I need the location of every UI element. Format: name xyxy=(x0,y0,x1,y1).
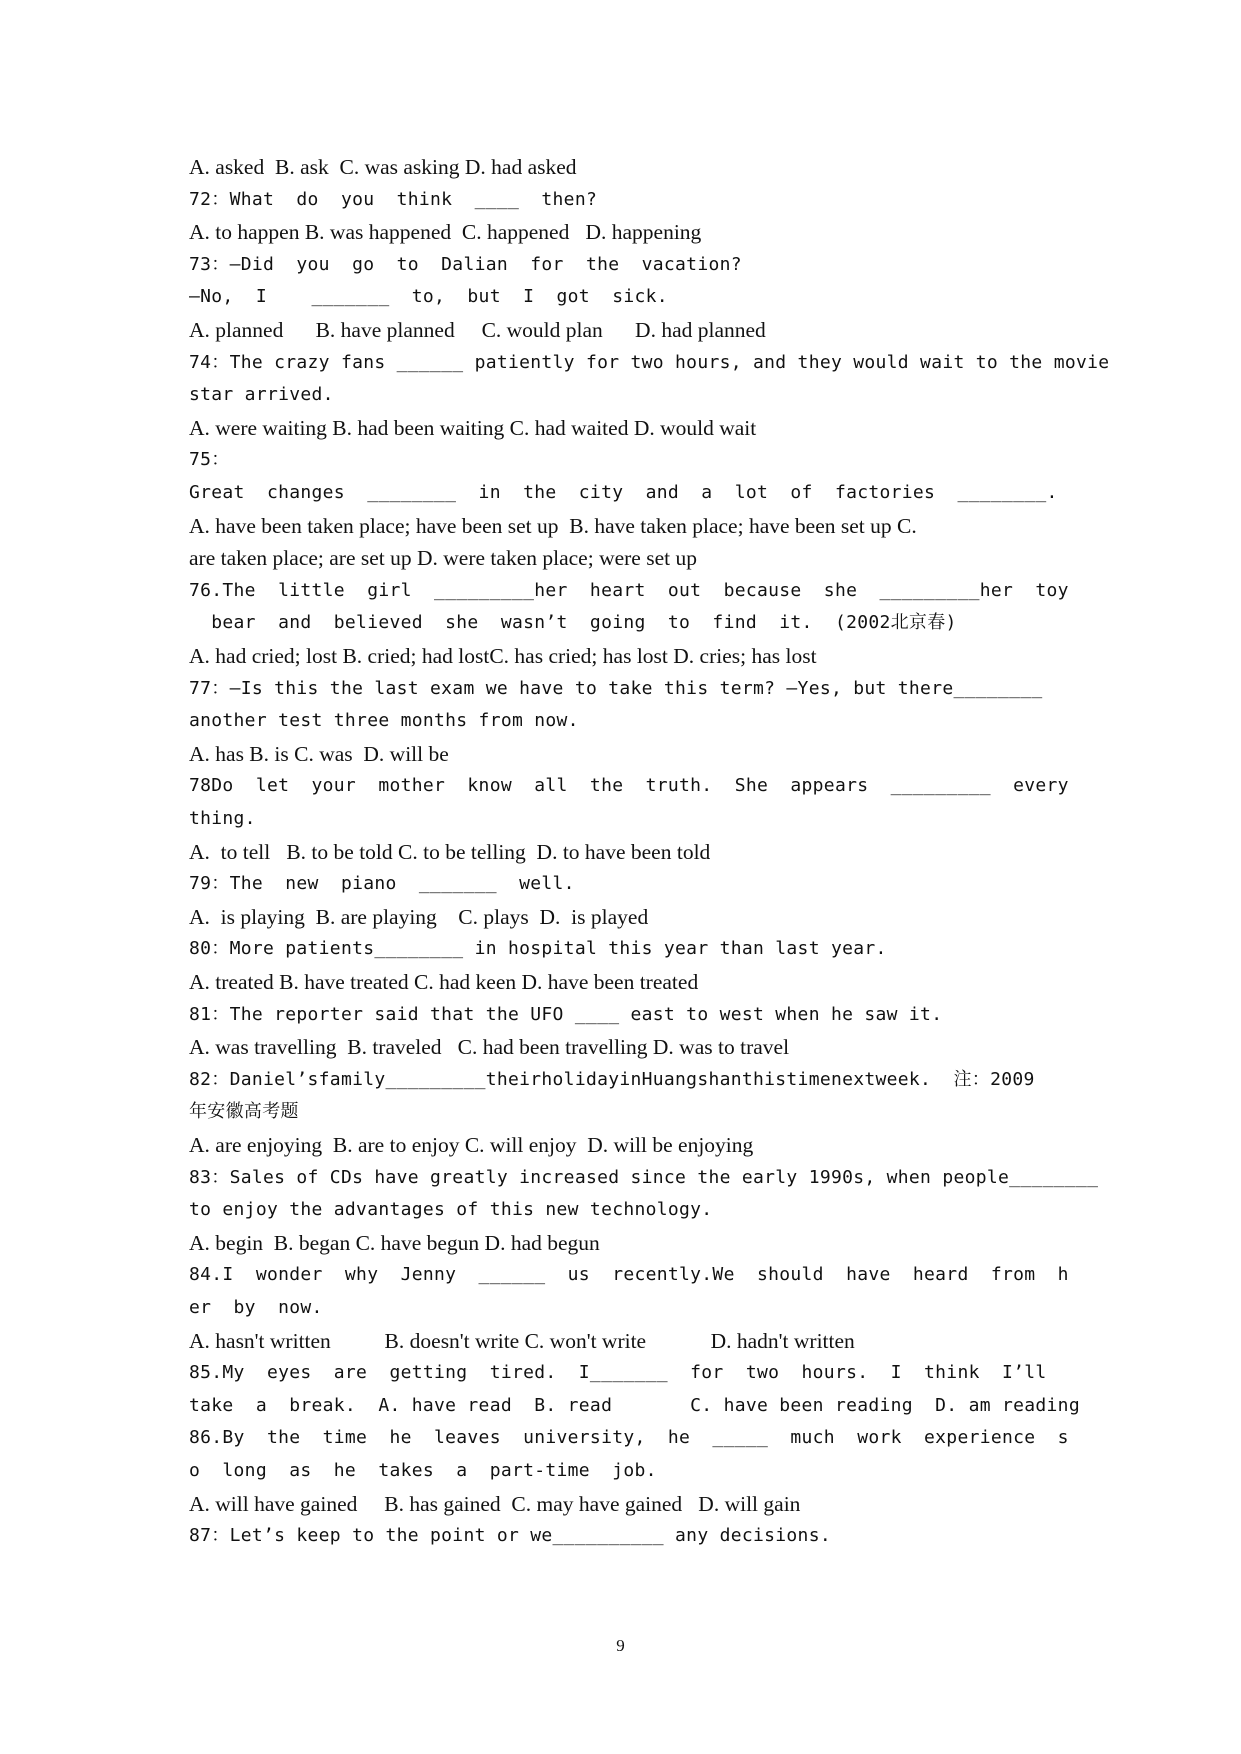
text-line: thing. xyxy=(189,808,256,829)
text-line: Great changes ________ in the city and a lot of factories ________. xyxy=(189,482,1058,503)
text-line: 85.My eyes are getting tired. I_______ for two hours. I think I’ll xyxy=(189,1362,1047,1384)
text-line: A. to happen B. was happened C. happened D. happening xyxy=(189,220,702,245)
text-line: 83：Sales of CDs have greatly increased since the early 1990s, when people________ xyxy=(189,1166,1099,1188)
text-line: o long as he takes a part-time job. xyxy=(189,1460,657,1481)
text-line: —No, I _______ to, but I got sick. xyxy=(189,286,668,308)
text-line: 75： xyxy=(189,449,230,471)
text-line: 72：What do you think ____ then? xyxy=(189,188,598,210)
text-line: A. were waiting B. had been waiting C. had waited D. would wait xyxy=(189,415,757,440)
text-line: are taken place; are set up D. were taken place; were set up xyxy=(189,546,697,571)
text-line: 77：—Is this the last exam we have to take this term? —Yes, but there________ xyxy=(189,677,1043,699)
text-line: er by now. xyxy=(189,1297,323,1318)
text-line: A. are enjoying B. are to enjoy C. will enjoy D. will be enjoying xyxy=(189,1133,754,1157)
text-line: 84.I wonder why Jenny ______ us recently.We should have heard from h xyxy=(189,1264,1069,1286)
text-line: 81：The reporter said that the UFO ____ east to west when he saw it. xyxy=(189,1003,943,1025)
text-line: 73：—Did you go to Dalian for the vacation? xyxy=(189,253,742,275)
text-line: A. have been taken place; have been set up B. have taken place; have been set up C. xyxy=(189,513,917,538)
text-line: 78Do let your mother know all the truth. She appears _________ every xyxy=(189,775,1069,797)
text-line: 86.By the time he leaves university, he _____ much work experience s xyxy=(189,1427,1069,1449)
text-line: another test three months from now. xyxy=(189,710,579,732)
text-line: A. asked B. ask C. was asking D. had asked xyxy=(189,155,577,179)
text-line: 76.The little girl _________her heart out because she _________her toy xyxy=(189,579,1069,601)
text-line: 80：More patients________ in hospital this year than last year. xyxy=(189,938,887,960)
text-line: A. begin B. began C. have begun D. had begun xyxy=(189,1230,600,1255)
text-line: A. will have gained B. has gained C. may have gained D. will gain xyxy=(189,1491,801,1516)
text-line: A. has B. is C. was D. will be xyxy=(189,741,449,766)
page-number: 9 xyxy=(616,1636,625,1655)
text-line: to enjoy the advantages of this new technology. xyxy=(189,1199,713,1221)
text-line: 年安徽高考题 xyxy=(189,1101,299,1123)
text-line: 79：The new piano _______ well. xyxy=(189,873,575,895)
text-line: A. treated B. have treated C. had keen D. have been treated xyxy=(189,970,699,994)
text-line: A. had cried; lost B. cried; had lostC. has cried; has lost D. cries; has lost xyxy=(189,644,817,668)
text-line: A. to tell B. to be told C. to be telling D. to have been told xyxy=(189,839,711,864)
text-line: 74：The crazy fans ______ patiently for two hours, and they would wait to the movie xyxy=(189,351,1110,373)
text-line: A. is playing B. are playing C. plays D. is played xyxy=(189,904,649,929)
text-line: A. hasn't written B. doesn't write C. won't write D. hadn't written xyxy=(189,1328,855,1353)
text-line: A. was travelling B. traveled C. had been travelling D. was to travel xyxy=(189,1035,790,1060)
text-line: bear and believed she wasn’t going to find it. (2002北京春) xyxy=(189,612,957,634)
text-line: A. planned B. have planned C. would plan D. had planned xyxy=(189,318,766,342)
text-line: take a break. A. have read B. read C. have been reading D. am reading xyxy=(189,1394,1080,1416)
text-line: star arrived. xyxy=(189,384,334,406)
text-line: 82：Daniel’sfamily_________theirholidayinHuangshanthistimenextweek. 注：2009 xyxy=(189,1068,1035,1090)
text-line: 87：Let’s keep to the point or we__________ any decisions. xyxy=(189,1525,831,1547)
